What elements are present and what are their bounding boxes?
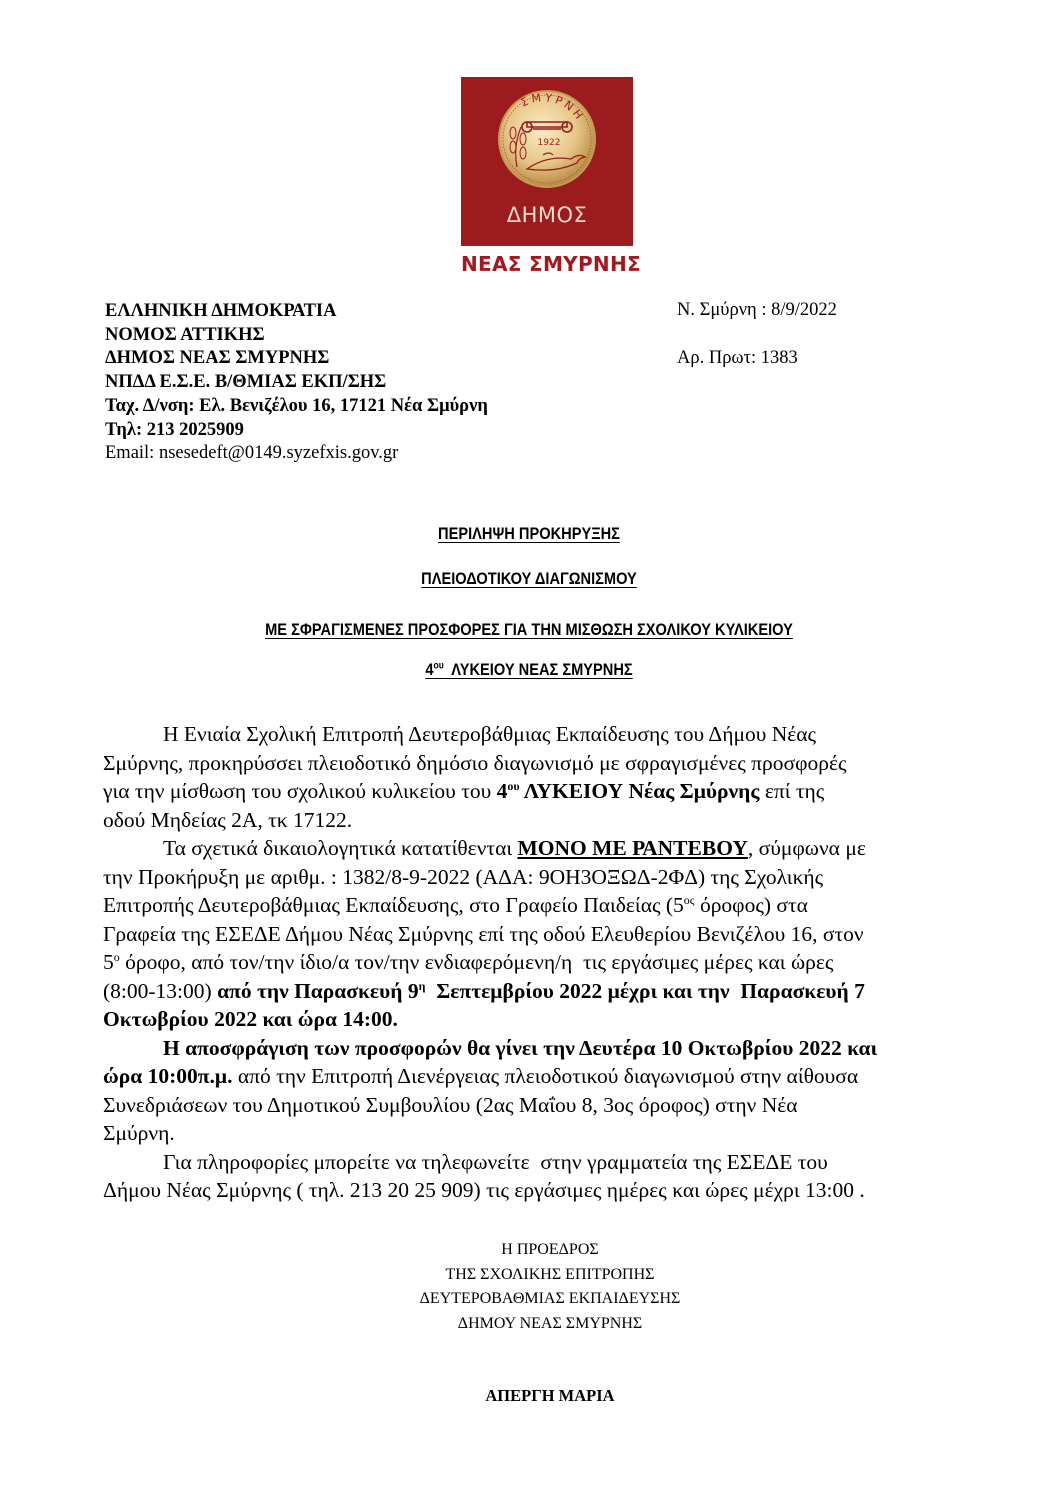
text-line: Για πληροφορίες μπορείτε να τηλεφωνείτε στην γραμματεία της ΕΣΕΔΕ του	[163, 1149, 828, 1174]
signature-title: ΔΗΜΟΥ ΝΕΑΣ ΣΜΥΡΝΗΣ	[457, 1314, 643, 1332]
document-date: Ν. Σμύρνη : 8/9/2022	[677, 300, 837, 320]
sender-line: ΔΗΜΟΣ ΝΕΑΣ ΣΜΥΡΝΗΣ	[105, 348, 330, 369]
text-line: Σμύρνη.	[103, 1121, 175, 1145]
text-span: 5	[103, 950, 114, 974]
logo-label-dimos: ΔΗΜΟΣ	[506, 203, 588, 227]
text-line: Συνεδριάσεων του Δημοτικού Συμβουλίου (2ας Μαΐου 8, 3ος όροφος) στην Νέα	[103, 1092, 798, 1117]
paragraph-info	[103, 1148, 996, 1205]
paragraph-submission	[103, 834, 996, 1034]
paragraph-opening	[103, 1034, 996, 1148]
title-line-3: ΜΕ ΣΦΡΑΓΙΣΜΕΝΕΣ ΠΡΟΣΦΟΡΕΣ ΓΙΑ ΤΗΝ ΜΙΣΘΩΣΗ ΣΧΟΛΙΚΟΥ ΚΥΛΙΚΕΙΟΥ	[265, 620, 793, 639]
deadline-end: Σεπτεμβρίου 2022 μέχρι και την Παρασκευή 7	[425, 978, 865, 1003]
text-span: Τα σχετικά δικαιολογητικά κατατίθενται	[163, 836, 518, 860]
school-ordinal: 4	[496, 779, 508, 803]
sender-line: ΝΟΜΟΣ ΑΤΤΙΚΗΣ	[105, 324, 265, 345]
text-line: οδού Μηδείας 2Α, τκ 17122.	[103, 807, 353, 832]
sender-block	[105, 300, 488, 466]
title-ordinal: 4	[425, 660, 434, 679]
signatory-name: ΑΠΕΡΓΗ ΜΑΡΙΑ	[485, 1386, 615, 1405]
text-span: για την μίσθωση του σχολικού κυλικείου του	[103, 779, 497, 803]
signature-title: Η ΠΡΟΕΔΡΟΣ	[501, 1241, 599, 1258]
paragraph-announcement	[103, 720, 996, 834]
school-name: ΛΥΚΕΙΟΥ Νέας Σμύρνης	[519, 779, 760, 803]
school-ordinal-suffix: ου	[507, 778, 520, 793]
text-line: Σμύρνης, προκηρύσσει πλειοδοτικό δημόσιο διαγωνισμό με σφραγισμένες προσφορές	[103, 750, 847, 775]
sender-email: Email: nsesedeft@0149.syzefxis.gov.gr	[105, 443, 399, 464]
sender-phone: Τηλ: 213 2025909	[105, 419, 244, 440]
deadline-start: από την Παρασκευή 9	[217, 978, 419, 1003]
sender-line: ΝΠΔΔ Ε.Σ.Ε. Β/ΘΜΙΑΣ ΕΚΠ/ΣΗΣ	[105, 372, 387, 393]
text-span: από την Επιτροπή Διενέργειας πλειοδοτικού διαγωνισμού στην αίθουσα	[232, 1064, 859, 1088]
ordinal-suffix: η	[418, 978, 426, 993]
signature-block	[0, 1238, 1058, 1336]
title-line-2: ΠΛΕΙΟΔΟΤΙΚΟΥ ΔΙΑΓΩΝΙΣΜΟΥ	[421, 569, 637, 588]
ordinal-suffix: ο	[113, 949, 120, 964]
text-line	[103, 977, 996, 1006]
text-span: (8:00-13:00)	[103, 978, 218, 1003]
text-span: , σύμφωνα με	[747, 836, 866, 860]
title-school: ΛΥΚΕΙΟΥ ΝΕΑΣ ΣΜΥΡΝΗΣ	[443, 660, 633, 679]
opening-time: ώρα 10:00π.μ.	[103, 1064, 233, 1088]
text-span: όροφος) στα	[694, 893, 808, 917]
text-line	[103, 891, 996, 920]
appointment-only-notice: ΜΟΝΟ ΜΕ ΡΑΝΤΕΒΟΥ	[517, 836, 748, 860]
municipality-logo	[461, 77, 641, 276]
opening-date: Η αποσφράγιση των προσφορών θα γίνει την Δευτέρα 10 Οκτωβρίου 2022 και	[163, 1035, 878, 1060]
text-line: Γραφεία της ΕΣΕΔΕ Δήμου Νέας Σμύρνης επί της οδού Ελευθερίου Βενιζέλου 16, στον	[103, 921, 864, 946]
announcement-body	[103, 720, 996, 1205]
text-line: Δήμου Νέας Σμύρνης ( τηλ. 213 20 25 909) τις εργάσιμες ημέρες και ώρες μέχρι 13:00 .	[103, 1178, 865, 1202]
text-line	[103, 948, 996, 977]
sender-address: Ταχ. Δ/νση: Ελ. Βενιζέλου 16, 17121 Νέα Σμύρνη	[105, 395, 488, 416]
logo-label-neas-smyrnis: ΝΕΑΣ ΣΜΥΡΝΗΣ	[461, 252, 641, 276]
title-line-4	[74, 660, 984, 680]
text-line	[103, 1062, 996, 1091]
signature-title: ΤΗΣ ΣΧΟΛΙΚΗΣ ΕΠΙΤΡΟΠΗΣ	[445, 1265, 655, 1283]
text-span: όροφο, από τον/την ίδιο/α τον/την ενδιαφερόμενη/η τις εργάσιμες μέρες και ώρες	[119, 950, 834, 974]
text-line	[103, 834, 996, 863]
title-line-1: ΠΕΡΙΛΗΨΗ ΠΡΟΚΗΡΥΞΗΣ	[438, 524, 620, 543]
sender-line: ΕΛΛΗΝΙΚΗ ΔΗΜΟΚΡΑΤΙΑ	[105, 301, 337, 321]
title-ordinal-suffix: ου	[433, 660, 444, 672]
svg-text:ΣΜΥΡΝΗ: ΣΜΥΡΝΗ	[518, 91, 588, 125]
text-span: Επιτροπής Δευτεροβάθμιας Εκπαίδευσης, στο Γραφείο Παιδείας (5	[103, 893, 684, 917]
logo-red-box	[461, 77, 633, 246]
signature-title: ΔΕΥΤΕΡΟΒΑΘΜΙΑΣ ΕΚΠΑΙΔΕΥΣΗΣ	[419, 1290, 681, 1307]
ordinal-suffix: ος	[683, 892, 695, 907]
svg-text:1922: 1922	[537, 138, 561, 148]
text-line: Η Ενιαία Σχολική Επιτροπή Δευτεροβάθμιας Εκπαίδευσης του Δήμου Νέας	[163, 722, 817, 746]
text-span: επί της	[759, 779, 825, 803]
text-line: την Προκήρυξη με αριθμ. : 1382/8-9-2022 (ΑΔΑ: 9ΟΗ3ΟΞΩΔ-2ΦΔ) της Σχολικής	[103, 864, 824, 889]
protocol-number: Αρ. Πρωτ: 1383	[677, 348, 798, 368]
text-line	[103, 777, 996, 806]
deadline-time: Οκτωβρίου 2022 και ώρα 14:00.	[103, 1007, 398, 1031]
